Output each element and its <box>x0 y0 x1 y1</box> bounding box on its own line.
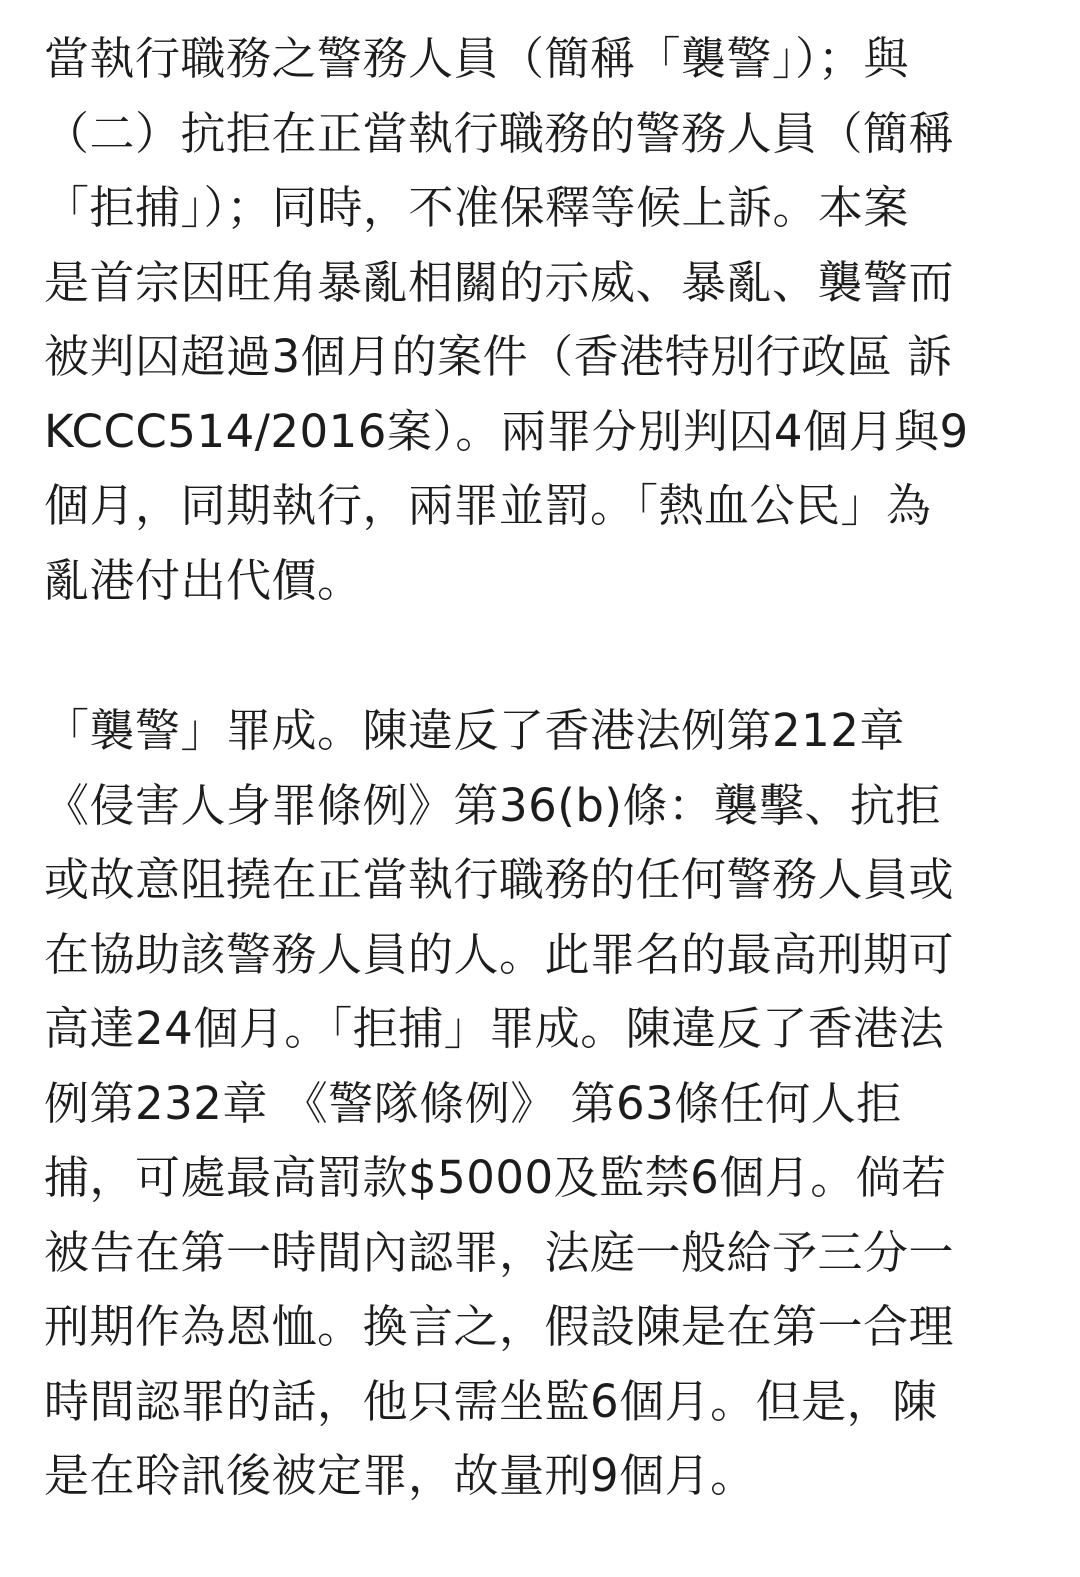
text-line: 捕，可處最高罰款$5000及監禁6個月。倘若 <box>44 1151 947 1204</box>
text-line: 高達24個月。「拒捕」罪成。陳違反了香港法 <box>44 1002 945 1055</box>
text-line: KCCC514/2016案）。兩罪分別判囚4個月與9 <box>44 404 969 458</box>
text-line: 「襲警」罪成。陳違反了香港法例第212章 <box>44 704 905 757</box>
text-line: 被告在第一時間內認罪，法庭一般給予三分一 <box>44 1225 955 1279</box>
text-line: 被判囚超過3個月的案件（香港特別行政區 訴 <box>44 330 953 383</box>
text-line: 亂港付出代價。 <box>44 553 363 607</box>
text-line: 「拒捕」）；同時，不准保釋等候上訴。本案 <box>44 181 910 234</box>
text-line: （二）抗拒在正當執行職務的警務人員（簡稱 <box>44 106 955 160</box>
paragraph-1 <box>44 22 1044 618</box>
text-line: 個月，同期執行，兩罪並罰。「熱血公民」為 <box>44 479 932 532</box>
text-line: 是在聆訊後被定罪，故量刑9個月。 <box>44 1449 756 1502</box>
article-body <box>44 22 1044 1514</box>
paragraph-spacer <box>44 618 1044 694</box>
text-line: 是首宗因旺角暴亂相關的示威、暴亂、襲警而 <box>44 255 955 309</box>
text-line: 當執行職務之警務人員（簡稱「襲警」）；與 <box>44 32 910 85</box>
text-line: 例第232章 《警隊條例》 第63條任何人拒 <box>44 1076 902 1130</box>
text-line: 時間認罪的話，他只需坐監6個月。但是，陳 <box>44 1374 938 1428</box>
text-line: 《侵害人身罪條例》第36(b)條：襲擊、抗拒 <box>44 778 941 832</box>
paragraph-2 <box>44 694 1044 1514</box>
text-line: 刑期作為恩恤。換言之，假設陳是在第一合理 <box>44 1300 955 1353</box>
text-line: 在協助該警務人員的人。此罪名的最高刑期可 <box>44 927 955 981</box>
text-line: 或故意阻撓在正當執行職務的任何警務人員或 <box>44 853 955 906</box>
